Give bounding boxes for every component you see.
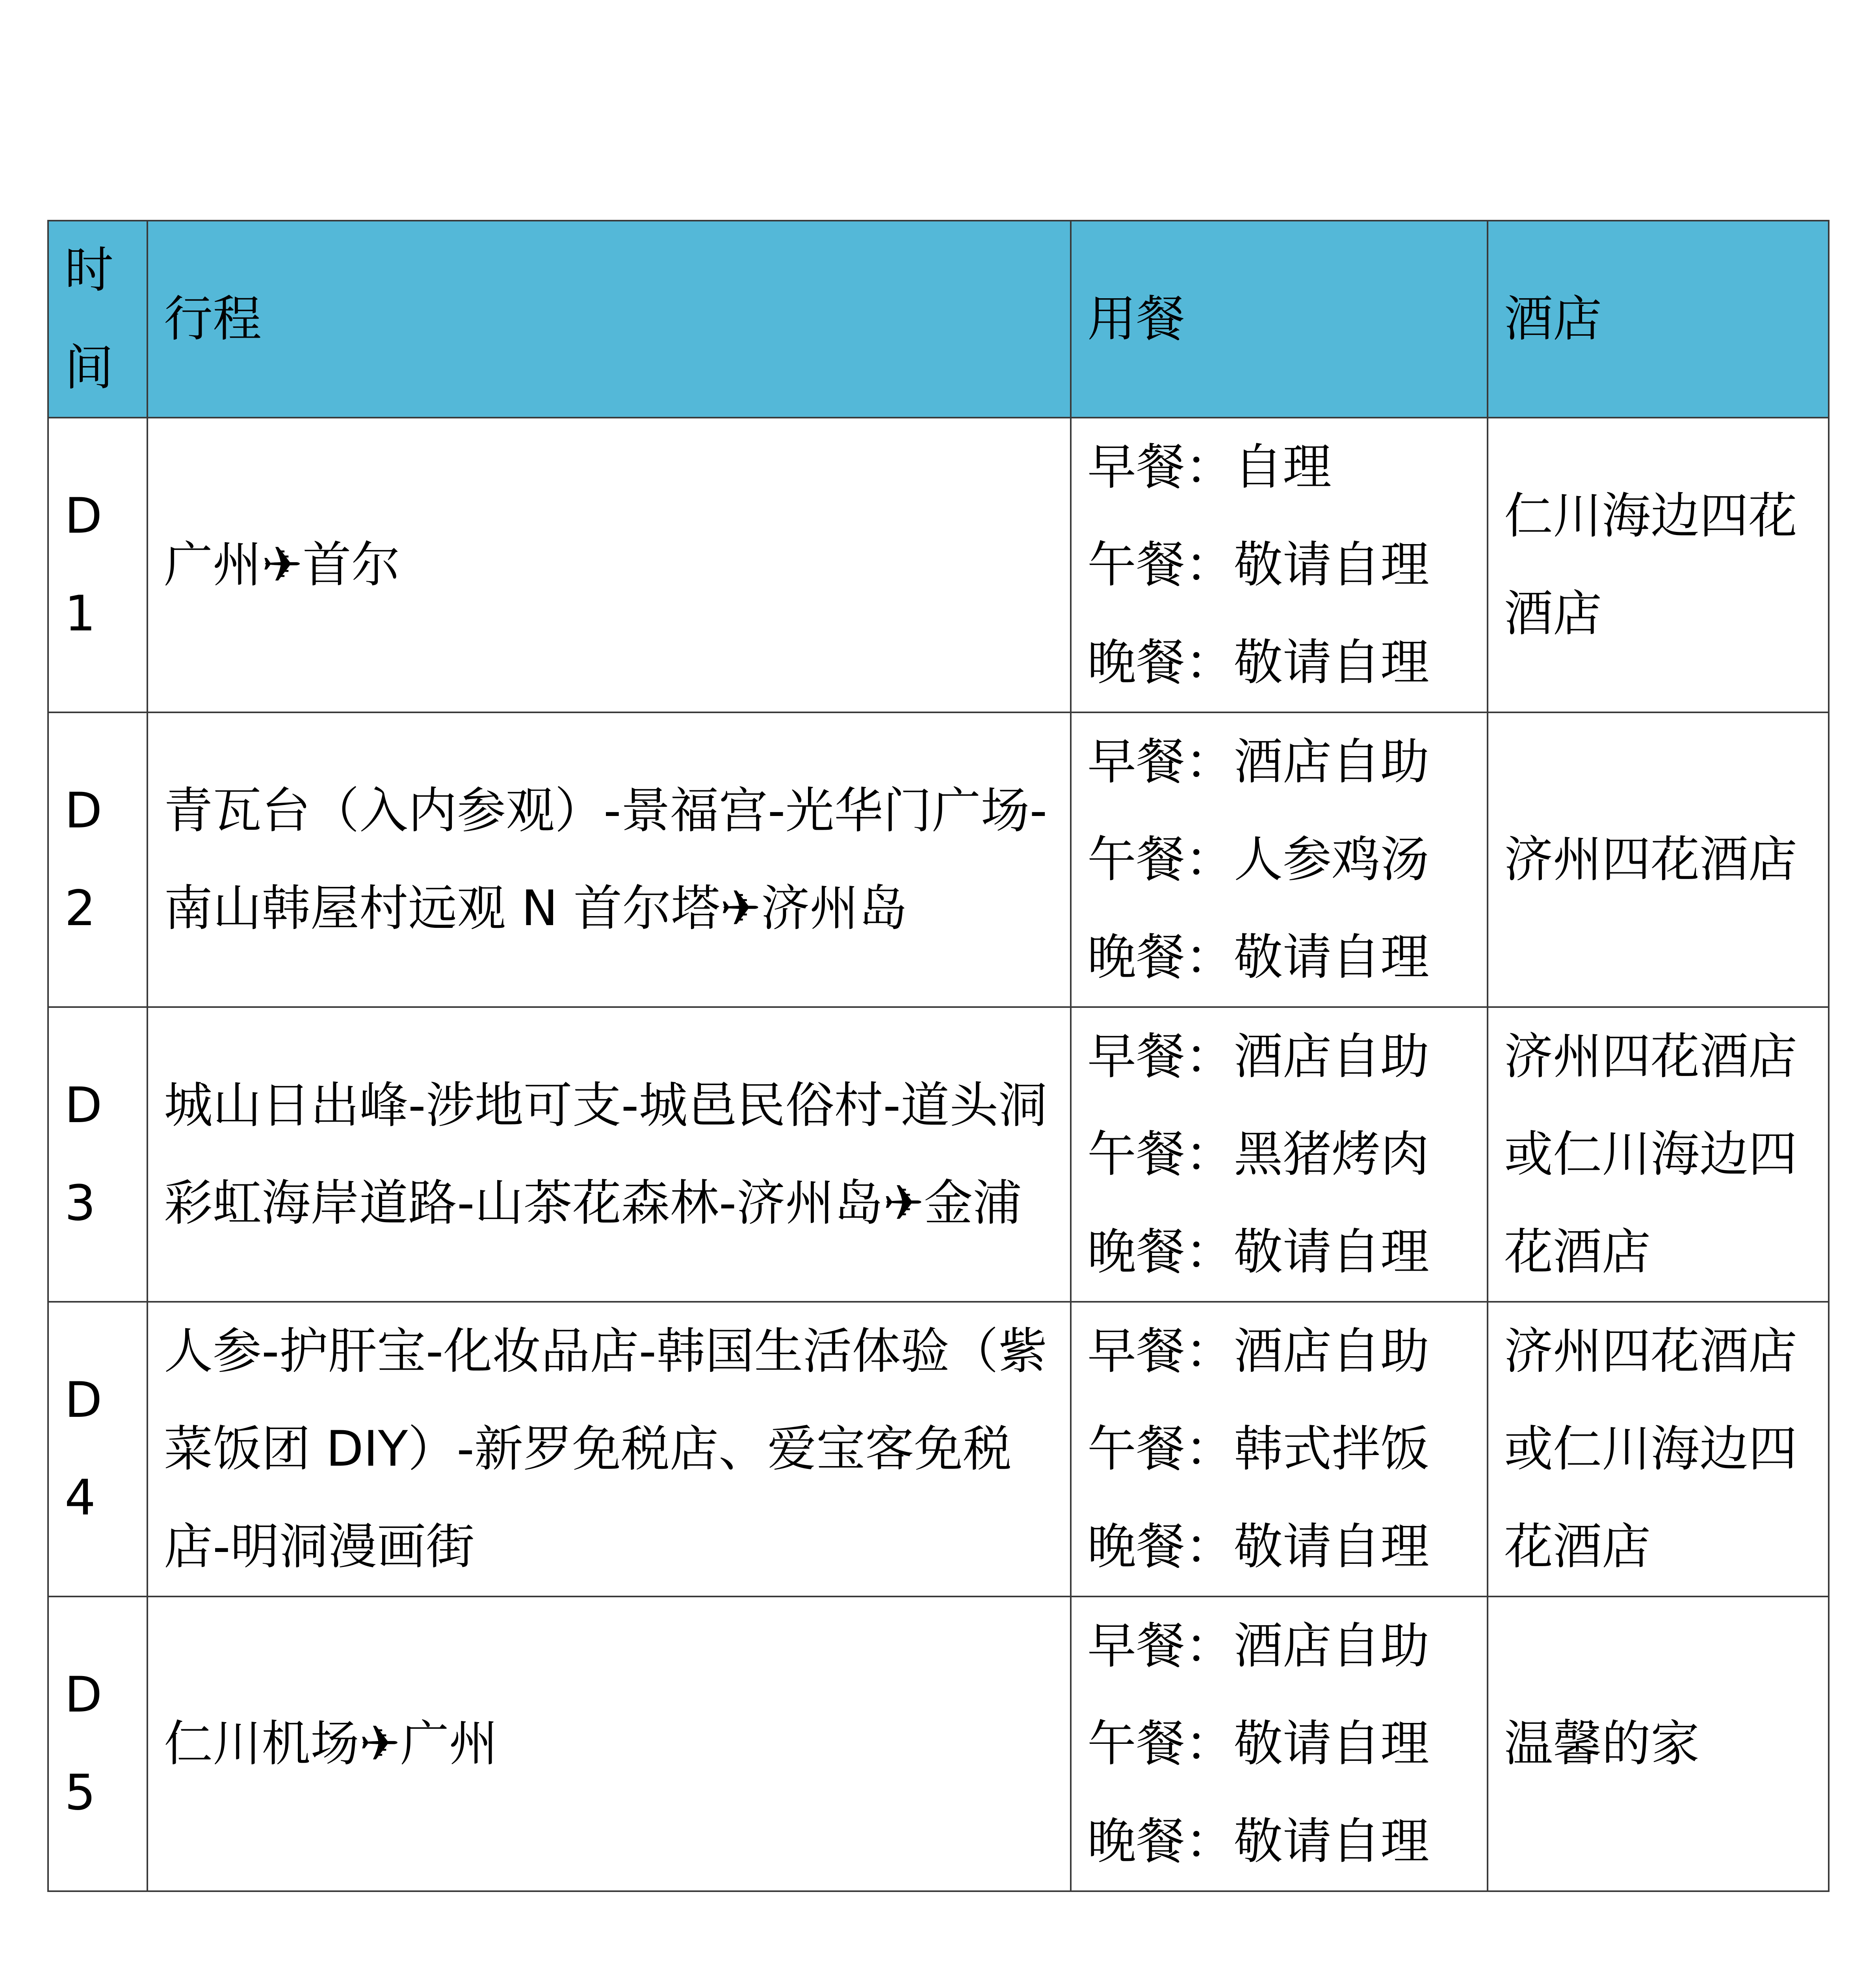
header-route: 行程 <box>147 221 1071 418</box>
dinner-text: 晚餐：敬请自理 <box>1087 634 1430 691</box>
header-meals: 用餐 <box>1071 221 1488 418</box>
meals-cell <box>1071 418 1488 712</box>
route-cell: 仁川机场✈广州 <box>147 1596 1071 1891</box>
meals-cell <box>1071 1007 1488 1302</box>
table-row <box>48 1596 1829 1891</box>
table-row <box>48 1007 1829 1302</box>
day-cell: D4 <box>48 1302 147 1596</box>
lunch-text: 午餐：敬请自理 <box>1087 1715 1430 1772</box>
breakfast-text: 早餐：酒店自助 <box>1087 734 1430 790</box>
meals-cell <box>1071 1302 1488 1596</box>
lunch-text: 午餐：敬请自理 <box>1087 537 1430 593</box>
breakfast-text: 早餐：酒店自助 <box>1087 1618 1430 1674</box>
lunch-text: 午餐：黑猪烤肉 <box>1087 1126 1430 1183</box>
breakfast-text: 早餐：自理 <box>1087 439 1332 496</box>
table-row <box>48 712 1829 1007</box>
dinner-text: 晚餐：敬请自理 <box>1087 929 1430 986</box>
meals-cell <box>1071 712 1488 1007</box>
table-row <box>48 1302 1829 1596</box>
day-cell: D3 <box>48 1007 147 1302</box>
itinerary-table <box>47 220 1830 1892</box>
hotel-cell: 温馨的家 <box>1488 1596 1829 1891</box>
day-cell: D1 <box>48 418 147 712</box>
table-header-row <box>48 221 1829 418</box>
route-cell: 城山日出峰-涉地可支-城邑民俗村-道头洞彩虹海岸道路-山茶花森林-济州岛✈金浦 <box>147 1007 1071 1302</box>
header-day: 时间 <box>48 221 147 418</box>
route-cell: 广州✈首尔 <box>147 418 1071 712</box>
meals-cell <box>1071 1596 1488 1891</box>
hotel-cell: 济州四花酒店或仁川海边四花酒店 <box>1488 1302 1829 1596</box>
breakfast-text: 早餐：酒店自助 <box>1087 1323 1430 1380</box>
lunch-text: 午餐：人参鸡汤 <box>1087 831 1430 888</box>
route-cell: 人参-护肝宝-化妆品店-韩国生活体验（紫菜饭团 DIY）-新罗免税店、爱宝客免税店-明洞漫画街 <box>147 1302 1071 1596</box>
table-row <box>48 418 1829 712</box>
dinner-text: 晚餐：敬请自理 <box>1087 1224 1430 1280</box>
hotel-cell: 仁川海边四花酒店 <box>1488 418 1829 712</box>
dinner-text: 晚餐：敬请自理 <box>1087 1518 1430 1575</box>
route-cell: 青瓦台（入内参观）-景福宫-光华门广场-南山韩屋村远观 N 首尔塔✈济州岛 <box>147 712 1071 1007</box>
dinner-text: 晚餐：敬请自理 <box>1087 1813 1430 1870</box>
hotel-cell: 济州四花酒店 <box>1488 712 1829 1007</box>
lunch-text: 午餐：韩式拌饭 <box>1087 1421 1430 1478</box>
hotel-cell: 济州四花酒店或仁川海边四花酒店 <box>1488 1007 1829 1302</box>
day-cell: D2 <box>48 712 147 1007</box>
day-cell: D5 <box>48 1596 147 1891</box>
header-hotel: 酒店 <box>1488 221 1829 418</box>
breakfast-text: 早餐：酒店自助 <box>1087 1028 1430 1085</box>
